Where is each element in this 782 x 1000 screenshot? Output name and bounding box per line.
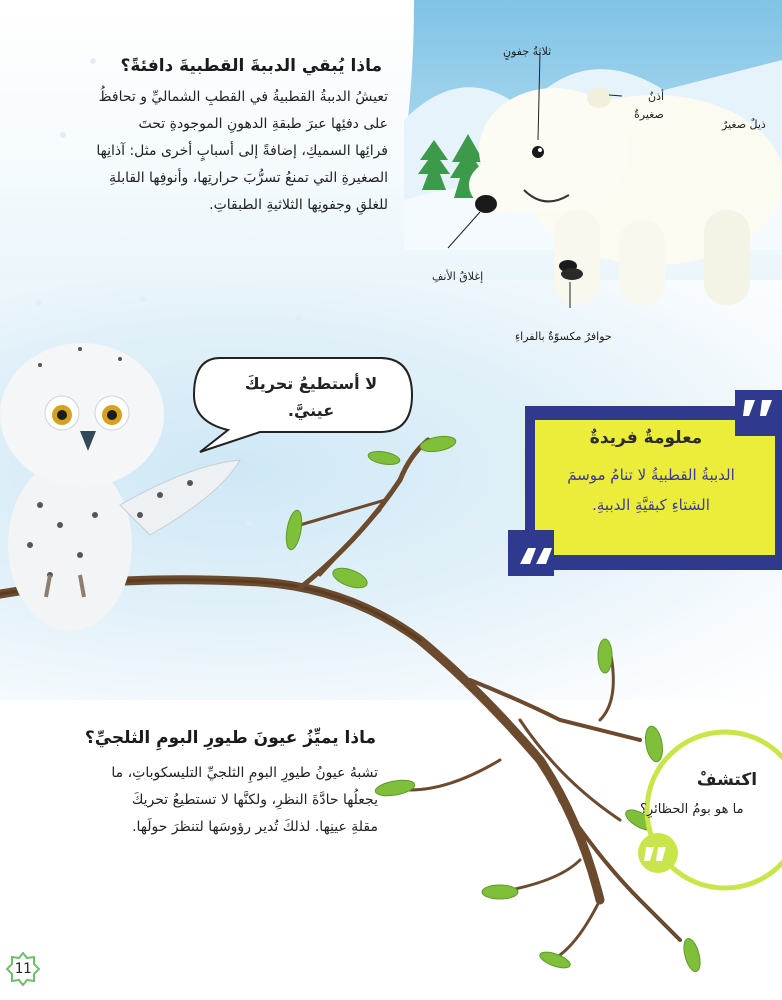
bear-paragraph-line: الصغيرةِ التي تمنعُ تسرُّبَ حرارتِها، وأنوفِها القابلةِ (109, 170, 388, 186)
fact-box-text (540, 460, 762, 520)
explore-title: اكتشفْ (696, 770, 758, 790)
owl-paragraph-line: تشبهُ عيونُ طيورِ البومِ الثلجيِّ التليسكوباتِ، ما (111, 765, 378, 781)
speech-bubble-line: لا أستطيعُ تحريكَ (244, 374, 378, 393)
speech-bubble-line: عينيَّ. (287, 401, 335, 420)
bear-heading: ماذا يُبقي الدببةَ القطبيةَ دافئةً؟ (120, 56, 382, 76)
caption-fur-paws: حوافرُ مكسوّةٌ بالفراءِ (515, 330, 612, 343)
caption-nose-closing: إغلاقُ الأنفِ (432, 270, 484, 283)
fact-box-line: الشتاءِ كبقيَّةِ الدببةِ. (592, 496, 710, 514)
explore-question: ما هو بومُ الحظائرِ؟ (640, 802, 744, 817)
caption-small-ear-2: صغيرةٌ (634, 108, 664, 121)
speech-bubble-text (222, 370, 400, 424)
bear-paragraph-line: فرائِها السميكِ، إضافةً إلى أسبابٍ أخرى مثل: آذانِها (96, 143, 388, 159)
owl-heading: ماذا يميِّزُ عيونَ طيورِ البومِ الثلجيِّ؟ (84, 728, 376, 748)
page-number: 11 (14, 961, 32, 977)
owl-paragraph (30, 760, 378, 841)
bear-paragraph-line: للغلقِ وجفونِها الثلاثيةِ الطبقاتِ. (209, 197, 388, 213)
caption-small-tail: ذيلٌ صغيرٌ (722, 118, 766, 131)
owl-paragraph-line: مقلةِ عينِها. لذلكَ تُدير رؤوسَها لتنظرَ حولَها. (132, 819, 378, 835)
fact-box-line: الدببةُ القطبيةُ لا تنامُ موسمَ (567, 466, 735, 484)
caption-small-ear: أذنٌ (648, 90, 665, 103)
bear-paragraph-line: تعيشُ الدببةُ القطبيةُ في القطبِ الشماليِّ و تحافظُ (98, 89, 388, 105)
caption-three-eyelids: ثلاثةُ جفونٍ (503, 45, 552, 58)
fact-box-title: معلومةٌ فريدةٌ (589, 428, 703, 448)
bear-paragraph-line: على دفئِها عبرَ طبقةِ الدهونِ الموجودةِ تحتَ (138, 116, 388, 132)
quote-close-icon (508, 530, 554, 576)
owl-paragraph-line: يجعلُها حادَّةَ النظرِ، ولكنَّها لا تستطيعُ تحريكَ (131, 792, 378, 808)
